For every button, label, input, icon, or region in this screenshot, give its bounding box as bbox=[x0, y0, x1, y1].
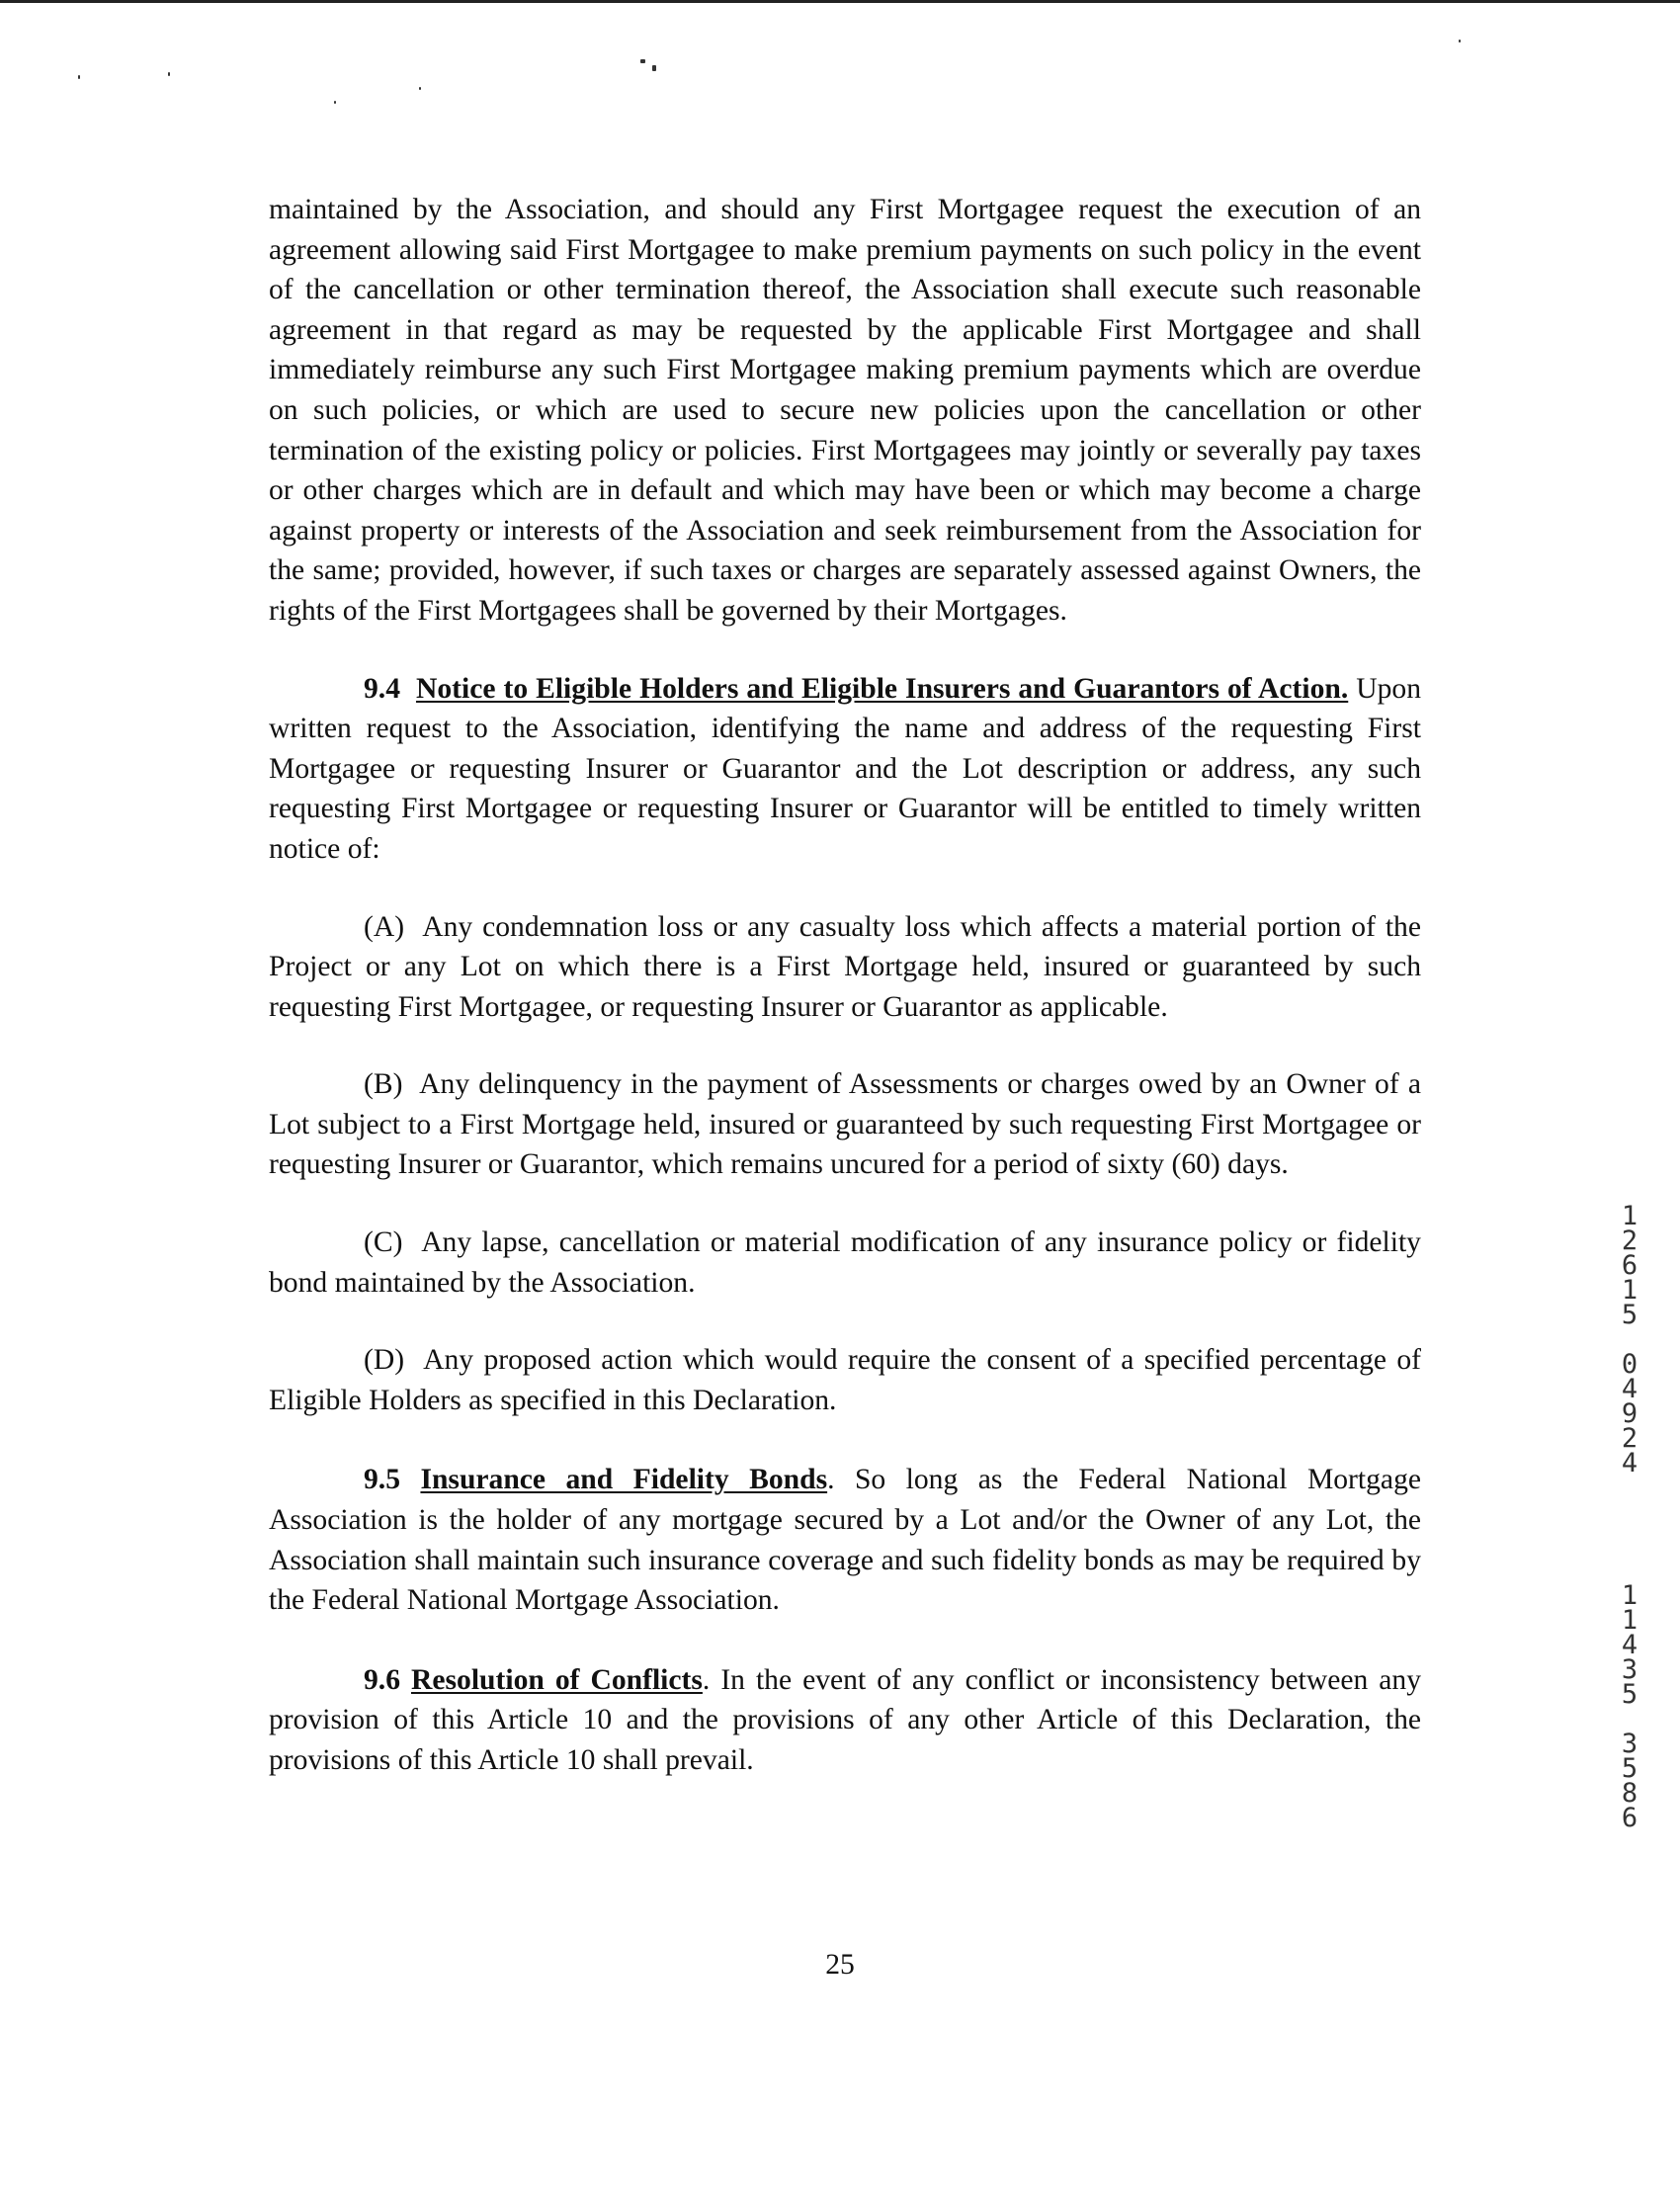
margin-stamp-lower: 1 1 4 3 5 3 5 8 6 bbox=[1621, 1580, 1638, 1833]
scan-speck bbox=[652, 65, 656, 71]
page-number: 25 bbox=[825, 1949, 855, 1981]
section-9-6-number: 9.6 bbox=[364, 1663, 400, 1696]
intro-paragraph: maintained by the Association, and should any First Mortgagee request the execution of an agreement allowing said First Mortgagee to make premium payments on such policy in the event of the cancellation or other termination thereof, the Association shall execute such reasonable agreement in that regard as may be requested by the applicable First Mortgagee and shall immediately reimburse any such First Mortgagee making premium payments which are overdue on such policies, or which are used to secure new policies upon the cancellation or other termination of the existing policy or policies. First Mortgagees may jointly or severally pay taxes or other charges which are in default and which may have been or which may become a charge against property or interests of the Association and seek reimbursement from the Association for the same; provided, however, if such taxes or charges are separately assessed against Owners, the rights of the First Mortgagees shall be governed by their Mortgages. bbox=[269, 194, 1421, 627]
list-item-b bbox=[269, 1064, 1421, 1185]
section-9-5-body: . So long as the Federal National Mortgage Association is the holder of any mortgage secured by a Lot and/or the Owner of any Lot, the Association shall maintain such insurance coverage and such fidelity bonds as may be required by the Federal National Mortgage Association. bbox=[269, 1464, 1421, 1617]
document-body bbox=[269, 190, 1421, 1781]
section-9-6-title: Resolution of Conflicts bbox=[411, 1663, 703, 1696]
section-9-6-body: . In the event of any conflict or inconsistency between any provision of this Article 10 and the provisions of any other Article of this Declaration, the provisions of this Article 10 shall prevail. bbox=[269, 1663, 1421, 1776]
list-item-c bbox=[269, 1223, 1421, 1303]
scan-top-border bbox=[0, 0, 1680, 3]
list-item-a bbox=[269, 907, 1421, 1028]
scan-speck bbox=[334, 101, 336, 104]
section-9-5-title: Insurance and Fidelity Bonds bbox=[420, 1464, 828, 1496]
section-9-4-title: Notice to Eligible Holders and Eligible Insurers and Guarantors of Action. bbox=[415, 672, 1349, 705]
section-9-6 bbox=[269, 1660, 1421, 1781]
list-item-label: (A) bbox=[364, 910, 405, 943]
list-item-text: Any delinquency in the payment of Assessments or charges owed by an Owner of a Lot subject to a First Mortgage held, insured or guaranteed by such requesting First Mortgagee or requesting Insurer or Guarantor, which remains uncured for a period of sixty (60) days. bbox=[269, 1068, 1421, 1181]
list-item-d bbox=[269, 1340, 1421, 1420]
section-9-4-number: 9.4 bbox=[364, 672, 400, 705]
list-item-label: (C) bbox=[364, 1226, 403, 1259]
scan-speck bbox=[1459, 40, 1461, 42]
list-item-label: (D) bbox=[364, 1344, 405, 1377]
list-item-text: Any lapse, cancellation or material modification of any insurance policy or fidelity bond maintained by the Association. bbox=[269, 1226, 1421, 1299]
section-9-4 bbox=[269, 669, 1421, 870]
section-9-5-number: 9.5 bbox=[364, 1464, 400, 1496]
scan-speck bbox=[640, 59, 645, 63]
margin-stamp-upper: 1 2 6 1 5 0 4 9 2 4 bbox=[1621, 1201, 1638, 1478]
scan-speck bbox=[78, 75, 80, 79]
list-item-label: (B) bbox=[364, 1068, 403, 1101]
list-item-text: Any condemnation loss or any casualty loss which affects a material portion of the Project or any Lot on which there is a First Mortgage held, insured or guaranteed by such requesting First Mortgagee, or requesting Insurer or Guarantor as applicable. bbox=[269, 910, 1421, 1023]
scan-speck bbox=[168, 72, 170, 76]
section-9-5 bbox=[269, 1460, 1421, 1620]
scan-speck bbox=[419, 87, 421, 90]
section-9-4-body: Upon written request to the Association, identifying the name and address of the requesting First Mortgagee or requesting Insurer or Guarantor and the Lot description or address, any such requesting First Mortgagee or requesting Insurer or Guarantor will be entitled to timely written notice of: bbox=[269, 672, 1421, 865]
list-item-text: Any proposed action which would require the consent of a specified percentage of Eligible Holders as specified in this Declaration. bbox=[269, 1344, 1421, 1416]
